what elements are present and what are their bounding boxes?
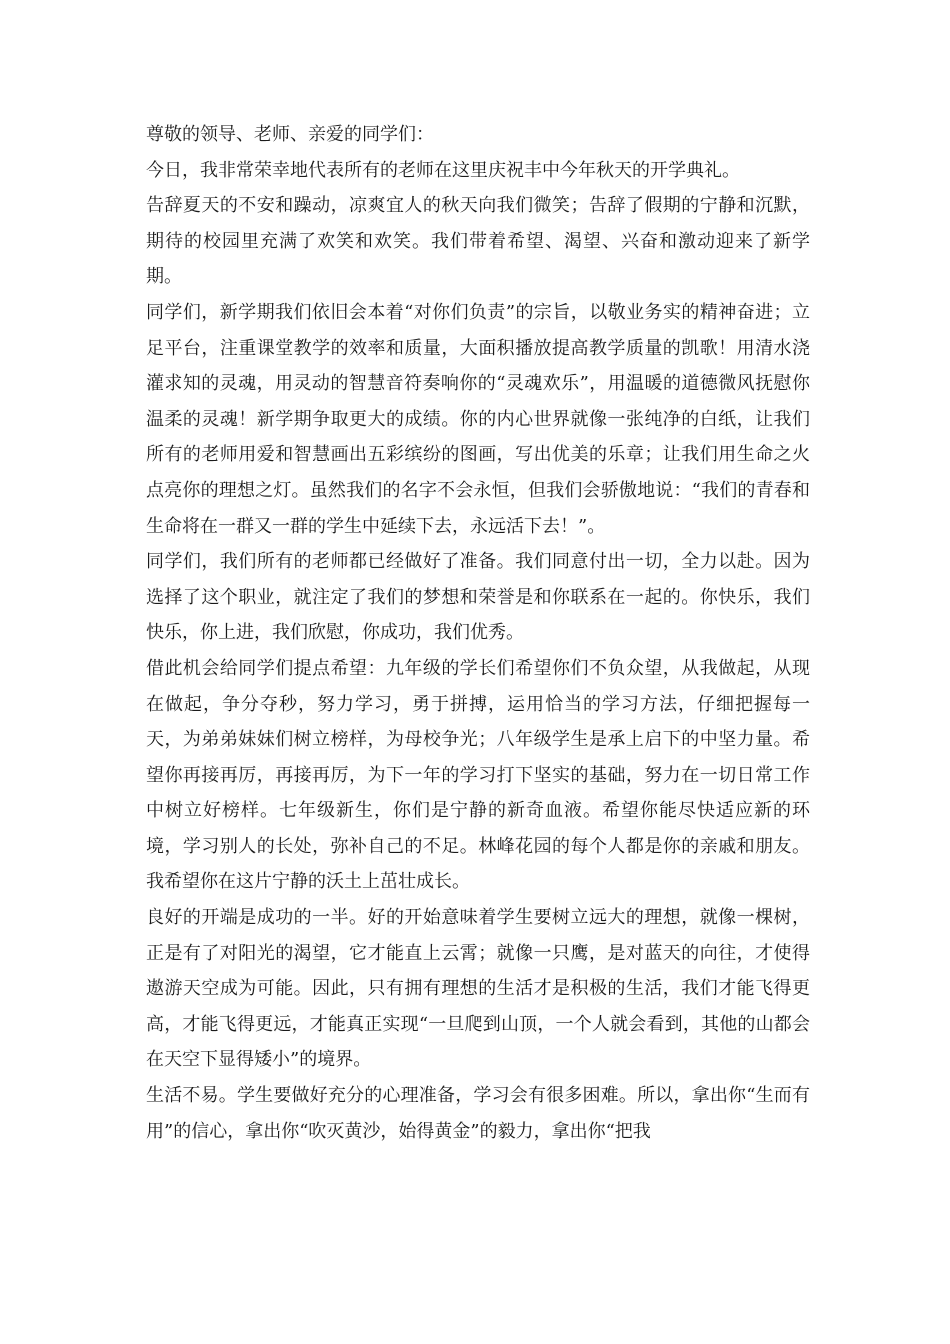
paragraph: 生活不易。学生要做好充分的心理准备，学习会有很多困难。所以，拿出你“生而有用”的信心，拿出你“吹灭黄沙，始得黄金”的毅力，拿出你“把我 xyxy=(146,1085,810,1142)
paragraph: 同学们，我们所有的老师都已经做好了准备。我们同意付出一切，全力以赴。因为选择了这个职业，就注定了我们的梦想和荣誉是和你联系在一起的。你快乐，我们快乐，你上进，我们欣慰，你成功，我们优秀。 xyxy=(146,551,810,644)
paragraph: 同学们，新学期我们依旧会本着“对你们负责”的宗旨，以敬业务实的精神奋进；立足平台，注重课堂教学的效率和质量，大面积播放提高教学质量的凯歌！用清水浇灌求知的灵魂，用灵动的智慧音符奏响你的“灵魂欢乐”，用温暖的道德微风抚慰你温柔的灵魂！新学期争取更大的成绩。你的内心世界就像一张纯净的白纸，让我们所有的老师用爱和智慧画出五彩缤纷的图画，写出优美的乐章；让我们用生命之火点亮你的理想之灯。虽然我们的名字不会永恒，但我们会骄傲地说：“我们的青春和生命将在一群又一群的学生中延续下去，永远活下去！”。 xyxy=(146,301,810,537)
document-body xyxy=(146,117,810,1149)
paragraph: 今日，我非常荣幸地代表所有的老师在这里庆祝丰中今年秋天的开学典礼。 xyxy=(146,159,740,181)
paragraph: 良好的开端是成功的一半。好的开始意味着学生要树立远大的理想，就像一棵树，正是有了对阳光的渴望，它才能直上云霄；就像一只鹰，是对蓝天的向往，才使得遨游天空成为可能。因此，只有拥有理想的生活才是积极的生活，我们才能飞得更高，才能飞得更远，才能真正实现“一旦爬到山顶，一个人就会看到，其他的山都会在天空下显得矮小”的境界。 xyxy=(146,907,810,1071)
paragraph: 告辞夏天的不安和躁动，凉爽宜人的秋天向我们微笑；告辞了假期的宁静和沉默，期待的校园里充满了欢笑和欢笑。我们带着希望、渴望、兴奋和激动迎来了新学期。 xyxy=(146,195,810,288)
salutation: 尊敬的领导、老师、亲爱的同学们： xyxy=(146,124,434,145)
paragraph: 借此机会给同学们提点希望：九年级的学长们希望你们不负众望，从我做起，从现在做起，争分夺秒，努力学习，勇于拼搏，运用恰当的学习方法，仔细把握每一天，为弟弟妹妹们树立榜样，为母校争光；八年级学生是承上启下的中坚力量。希望你再接再厉，再接再厉，为下一年的学习打下坚实的基础，努力在一切日常工作中树立好榜样。七年级新生，你们是宁静的新奇血液。希望你能尽快适应新的环境，学习别人的长处，弥补自己的不足。林峰花园的每个人都是你的亲戚和朋友。我希望你在这片宁静的沃土上茁壮成长。 xyxy=(146,657,810,893)
